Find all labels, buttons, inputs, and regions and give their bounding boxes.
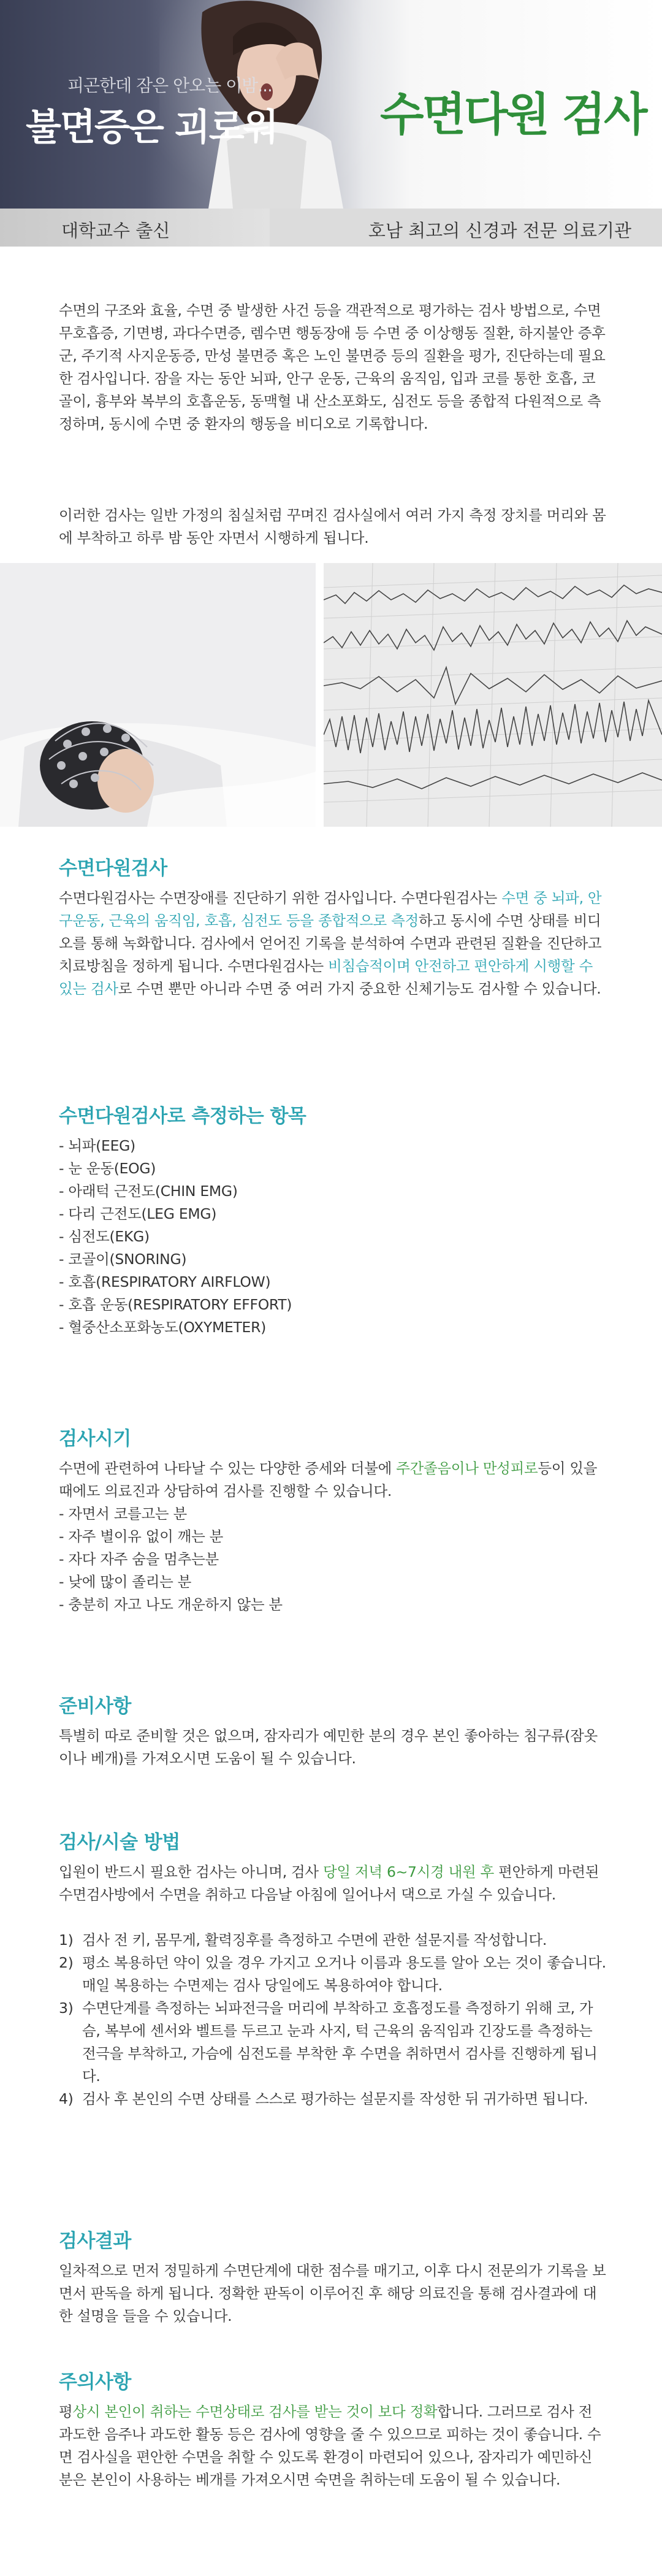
- list-item: - 충분히 자고 나도 개운하지 않는 분: [59, 1596, 283, 1613]
- method-step: 2) 평소 복용하던 약이 있을 경우 가지고 오거나 이름과 용도를 알아 오는 것이 좋습니다. 매일 복용하는 수면제는 검사 당일에도 복용하여야 합니다.: [59, 1954, 606, 1994]
- measure-list: [59, 1135, 607, 1339]
- section-title-measure: 수면다원검사로 측정하는 항목: [59, 1105, 306, 1127]
- method-steps: [59, 1929, 607, 2110]
- list-item: - 다리 근전도(LEG EMG): [59, 1205, 217, 1222]
- intro-paragraph-1: 수면의 구조와 효율, 수면 중 발생한 사건 등을 객관적으로 평가하는 검사 방법으로, 수면무호흡증, 기면병, 과다수면증, 렘수면 행동장애 등 수면 중 이상행동 질환, 하지불안 증후군, 주기적 사지운동증, 만성 불면증 혹은 노인 불면증 등의 질환을 평가, 진단하는데 필요한 검사입니다. 잠을 자는 동안 뇌파, 안구 운동, 근육의 움직임, 입과 코를 통한 호흡, 코골이, 흉부와 복부의 호흡운동, 동맥혈 내 산소포화도, 심전도 등을 종합적 다원적으로 측정하며, 동시에 수면 중 환자의 행동을 비디오로 기록합니다.: [59, 302, 606, 432]
- polysomnography-chart-photo: [324, 563, 662, 827]
- method-step: 1) 검사 전 키, 몸무게, 활력징후를 측정하고 수면에 관한 설문지를 작성합니다.: [59, 1931, 547, 1949]
- section-title-method: 검사/시술 방법: [59, 1831, 180, 1853]
- section-title-timing: 검사시기: [59, 1428, 131, 1450]
- list-item: - 아래턱 근전도(CHIN EMG): [59, 1183, 238, 1200]
- prep-description: 특별히 따로 준비할 것은 없으며, 잠자리가 예민한 분의 경우 본인 좋아하는 침구류(잠옷이나 베개)를 가져오시면 도움이 될 수 있습니다.: [59, 1727, 598, 1767]
- list-item: - 혈중산소포화농도(OXYMETER): [59, 1319, 266, 1336]
- list-item: - 호흡 운동(RESPIRATORY EFFORT): [59, 1296, 292, 1313]
- list-item: - 심전도(EKG): [59, 1228, 150, 1245]
- timing-list: [59, 1503, 607, 1616]
- caution-highlight: 상시 본인이 취하는 수면상태로 검사를 받는 것이 보다 정확: [72, 2403, 438, 2420]
- hero-subtitle: 피곤한데 잠은 안오는 이밤...: [67, 75, 272, 96]
- eeg-trace-illustration: [324, 563, 662, 827]
- section-title-prep: 준비사항: [59, 1695, 131, 1717]
- section-title-psg: 수면다원검사: [59, 857, 167, 880]
- tag-professor: 대학교수 출신: [61, 220, 170, 241]
- psg-highlight-2: 비침습적이며 안전하고 편안하게 시행할 수 있는 검사: [59, 957, 593, 997]
- list-item: - 코골이(SNORING): [59, 1251, 187, 1268]
- patient-electrodes-photo: [0, 563, 316, 827]
- method-step: 3) 수면단계를 측정하는 뇌파전극을 머리에 부착하고 호흡정도를 측정하기 위해 코, 가슴, 복부에 센서와 벨트를 두르고 눈과 사지, 턱 근육의 움직임과 긴장도를 측정하는 전극을 부착하고, 가슴에 심전도를 부착한 후 수면을 취하면서 검사를 진행하게 됩니다.: [59, 1999, 598, 2085]
- list-item: - 눈 운동(EOG): [59, 1160, 156, 1177]
- list-item: - 자면서 코를고는 분: [59, 1505, 187, 1522]
- psg-description: 수면다원검사는 수면장애를 진단하기 위한 검사입니다. 수면다원검사는 수면 중 뇌파, 안구운동, 근육의 움직임, 호흡, 심전도 등을 종합적으로 측정하고 동시에 수면 상태를 비디오를 통해 녹화합니다. 검사에서 얻어진 기록을 분석하여 수면과 관련된 질환을 진단하고 치료방침을 정하게 됩니다. 수면다원검사는 비침습적이며 안전하고 편안하게 시행할 수 있는 검사로 수면 뿐만 아니라 수면 중 여러 가지 중요한 신체기능도 검사할 수 있습니다.: [59, 889, 602, 997]
- section-title-caution: 주의사항: [59, 2371, 131, 2393]
- caution-description: 평상시 본인이 취하는 수면상태로 검사를 받는 것이 보다 정확합니다. 그러므로 검사 전 과도한 음주나 과도한 활동 등은 검사에 영향을 줄 수 있으므로 피하는 것이 좋습니다. 수면 검사실을 편안한 수면을 취할 수 있도록 환경이 마련되어 있으나, 잠자리가 예민하신 분은 본인이 사용하는 베개를 가져오시면 숙면을 취하는데 도움이 될 수 있습니다.: [59, 2403, 601, 2488]
- hero-banner: [0, 0, 662, 209]
- list-item: - 자주 별이유 없이 깨는 분: [59, 1528, 224, 1545]
- tag-institution: 호남 최고의 신경과 전문 의료기관: [368, 220, 631, 241]
- patient-electrodes-illustration: [0, 563, 316, 827]
- psg-highlight-1: 수면 중 뇌파, 안구운동, 근육의 움직임, 호흡, 심전도 등을 종합적으로 측정: [59, 889, 602, 929]
- method-description: 입원이 반드시 필요한 검사는 아니며, 검사 당일 저녁 6~7시경 내원 후 편안하게 마련된 수면검사방에서 수면을 취하고 다음날 아침에 일어나서 댁으로 가실 수 있습니다.: [59, 1863, 599, 1903]
- page-title: 수면다원 검사: [380, 88, 646, 141]
- hero-headline: 불면증은 괴로워: [26, 106, 278, 149]
- list-item: - 자다 자주 숨을 멈추는분: [59, 1551, 219, 1568]
- timing-highlight: 주간졸음이나 만성피로: [396, 1460, 538, 1477]
- section-title-result: 검사결과: [59, 2230, 131, 2252]
- result-description: 일차적으로 먼저 정밀하게 수면단계에 대한 점수를 매기고, 이후 다시 전문의가 기록을 보면서 판독을 하게 됩니다. 정확한 판독이 이루어진 후 해당 의료진을 통해 검사결과에 대한 설명을 들을 수 있습니다.: [59, 2262, 606, 2325]
- timing-description: 수면에 관련하여 나타날 수 있는 다양한 증세와 더불에 주간졸음이나 만성피로등이 있을 때에도 의료진과 상담하여 검사를 진행할 수 있습니다.: [59, 1460, 598, 1500]
- list-item: - 뇌파(EEG): [59, 1137, 135, 1154]
- intro-paragraph-2: 이러한 검사는 일반 가정의 침실처럼 꾸며진 검사실에서 여러 가지 측정 장치를 머리와 몸에 부착하고 하루 밤 동안 자면서 시행하게 됩니다.: [59, 507, 606, 546]
- method-highlight: 당일 저녁 6~7시경 내원 후: [323, 1863, 494, 1880]
- tag-bar: [0, 209, 662, 247]
- method-step: 4) 검사 후 본인의 수면 상태를 스스로 평가하는 설문지를 작성한 뒤 귀가하면 됩니다.: [59, 2090, 588, 2107]
- list-item: - 호흡(RESPIRATORY AIRFLOW): [59, 1273, 271, 1290]
- list-item: - 낮에 많이 졸리는 분: [59, 1573, 192, 1590]
